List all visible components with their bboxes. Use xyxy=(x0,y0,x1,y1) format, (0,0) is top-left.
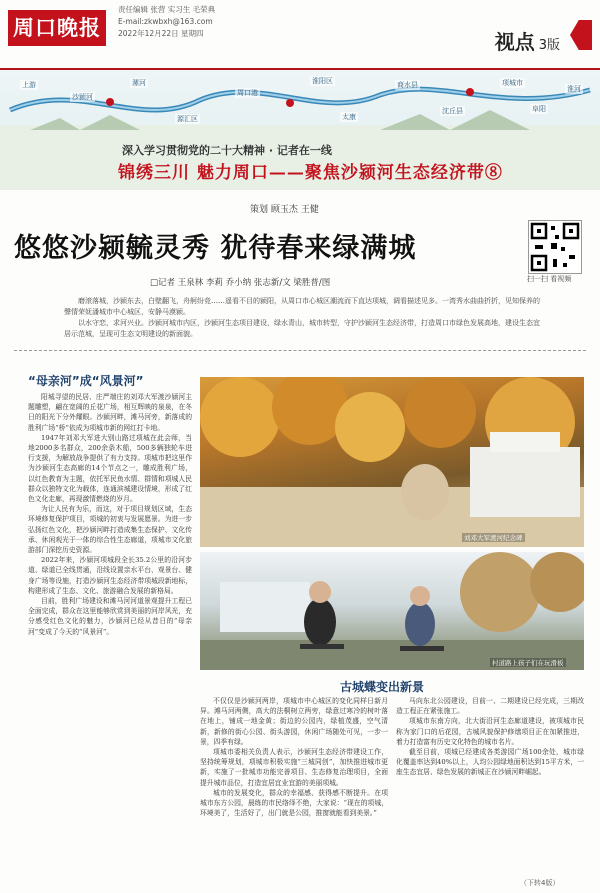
photo-illustration xyxy=(200,377,584,547)
photo-illustration xyxy=(200,552,584,670)
map-label: 淮河 xyxy=(567,85,581,93)
photo-caption: 刘邓大军渡河纪念碑 xyxy=(464,534,523,542)
article-column-2 xyxy=(200,696,388,878)
section-name: 视点 xyxy=(494,30,535,54)
banner-series-title: 锦绣三川 魅力周口——聚焦沙颍河生态经济带⑧ xyxy=(118,163,503,183)
map-label: 商水县 xyxy=(397,81,418,89)
column-heading: 古城蝶变出新景 xyxy=(340,680,425,694)
paragraph: 不仅仅是沙颍河两岸，项城市中心城区的变化同样日新月异。滩马河两侧，高大的法桐树立两旁，绿意过寒冷的树叶落在地上，铺成一地金黄；街边的公园内，绿植茂盛，空气清新，新修的街心公园、街头游园，休闲广场随处可见，一步一景，四季有绿。 xyxy=(200,697,388,746)
article-column-3 xyxy=(396,696,584,874)
banner-slogan: 深入学习贯彻党的二十大精神 · 记者在一线 xyxy=(122,144,332,157)
lead-paragraph: 以水守恋，求河兴业。沙颍河城市内区，沙颍河生态项目建设，绿水青山，城市转型，守护沙颍河生态经济带，打造周口市绿色发展高地，建设生态宜居示范城，呈现可生态文明建设的新面貌。 xyxy=(64,319,540,338)
photo-autumn-park xyxy=(200,377,584,547)
article-column-1 xyxy=(28,392,192,876)
masthead-info xyxy=(118,4,215,40)
paragraph: 目前，胜利广场建设和滩马河河道景观提升工程已全面完成，群众在这里能够欣赏到美丽的河岸风光，充分感受红色文化的魅力，沙颍河已经从昔日的“母亲河”变成了今天的“风景河”。 xyxy=(28,597,192,636)
lead-paragraphs xyxy=(64,296,542,340)
qr-code-icon[interactable] xyxy=(528,220,582,274)
lead-paragraph: 磨滚落城，沙颍东去，白壁翻飞，舟舸纷竞……遥看不目的颍阳，从周口市心城区潮流而下直达项城，调看描述见多。一湾秀水曲曲折折，见知保养的聲情荣妩潘城市中心城区，安静马漠颍。 xyxy=(64,297,540,316)
planning-credit: 策划 顾玉杰 王健 xyxy=(250,205,319,215)
page-number: 3版 xyxy=(538,38,560,53)
map-label: 上游 xyxy=(22,81,36,89)
paragraph: 截至目前，项城已经建成各类游园广场100余处，城市绿化覆盖率达到40%以上，人均公园绿地面积达到15平方米，一座生态宜居、绿色发展的新城正在沙颍河畔崛起。 xyxy=(396,748,584,777)
photo-caption: 村道路上孩子们在玩滑板 xyxy=(492,659,564,667)
map-label: 源汇区 xyxy=(177,115,198,123)
paragraph: 阳城寻望的民居、庄严端庄的刘邓大军渡沙颍河主题雕塑，翩在宽阔的丘花广场，相互辉映的泉泉，在冬日的阳光下分外耀眼。沙颍河畔，滩马河旁，新落成的胜利广场“桥”依成为项城市新的网红打卡地。 xyxy=(28,393,192,432)
map-label: 太康 xyxy=(342,113,356,121)
map-label: 项城市 xyxy=(502,79,523,87)
date-line: 2022年12月22日 星期四 xyxy=(118,29,204,38)
headline: 悠悠沙颍毓灵秀 犹待春来绿满城 xyxy=(14,233,417,264)
qr-caption: 扫一扫 看视频 xyxy=(527,275,572,283)
divider xyxy=(14,350,586,351)
reporters-byline: □记者 王泉林 李莉 乔小纳 张志新/文 梁胜普/图 xyxy=(150,278,331,288)
masthead xyxy=(0,0,600,70)
paragraph: 项城市委相关负责人表示，沙颍河生态经济带建设工作，坚持统筹规划，项城市积极实施“三城同创”，加快推进城市更新，实施了一批城市功能完善项目、生态修复治理项目，全面提升城市品位，打造宜居宜业宜游的美丽项城。 xyxy=(200,748,388,787)
paragraph: 为让人民有为乐，而这，对于项目规划区域，生态环境修复保护项目，项城的初衷与发展愿景。为进一步弘扬红色文化，把沙颍河畔打造成集生态保护、文化传承、休闲观光于一体的综合性生态廊道，项城市文化旅游部门深挖历史资源。 xyxy=(28,505,192,555)
paragraph: 2022年来，沙颍河项城段全长35.2公里的沿河步道、绿道已全线贯通，沿线设置亲水平台、观景台、健身广场等设施，打造沙颍河生态经济带项城段新地标，构建形成了生态、文化、旅游融合发展的新格局。 xyxy=(28,556,192,595)
paragraph: 1947年刘邓大军进大别山路过项城在此会师，当地2000多名群众，200余条木船，500多辆独轮车进行支援，为解放战争提供了有力支持。项城市把这里作为沙颍河生态高廊的14个节点之一，雕成胜利广场，以红色教育为主题，依托军民鱼水情、群情和项城人民群众以独特文化为载体，连通滨城建设情境，形成了红色文化走廊，再现激情燃烧的岁月。 xyxy=(28,433,192,504)
map-label: 沈丘县 xyxy=(442,107,463,115)
map-label: 阜阳 xyxy=(532,105,546,113)
qr-pattern xyxy=(529,221,581,273)
map-label: 周口港 xyxy=(237,89,258,97)
column-heading: “母亲河”成“风景河” xyxy=(28,374,144,388)
map-label: 漯河 xyxy=(132,79,146,87)
paragraph: 马向东北公园建设，目前一、二期建设已经完成，三期改造工程正在紧张施工。 xyxy=(396,697,584,716)
page-tab-icon xyxy=(570,20,592,50)
map-label: 淮阳区 xyxy=(312,77,333,85)
map-label: 沙颍河 xyxy=(72,93,93,101)
editor-line: 责任编辑 张营 实习生 毛荣典 xyxy=(118,5,216,14)
section-title xyxy=(495,26,560,55)
email-line: E-mail:zkwbxh@163.com xyxy=(118,17,213,26)
photo-children-skateboard xyxy=(200,552,584,670)
continued-note: （下转4版） xyxy=(520,879,560,887)
paragraph: 城市的发展变化，群众的幸福感、获得感不断提升。在项城市东方公园，晨练的市民络绎不绝，大家说：“现在的项城，环境美了，生活好了，出门就是公园，推窗就能看到美景。” xyxy=(200,788,388,818)
paragraph: 项城市东南方向，北大街沿河生态廊道建设，被项城市民称为家门口的后花园，古城风貌保护修缮项目正在加紧推进，着力打造富有历史文化特色的城市名片。 xyxy=(396,717,584,746)
newspaper-logo: 周口晚报 xyxy=(8,10,106,46)
